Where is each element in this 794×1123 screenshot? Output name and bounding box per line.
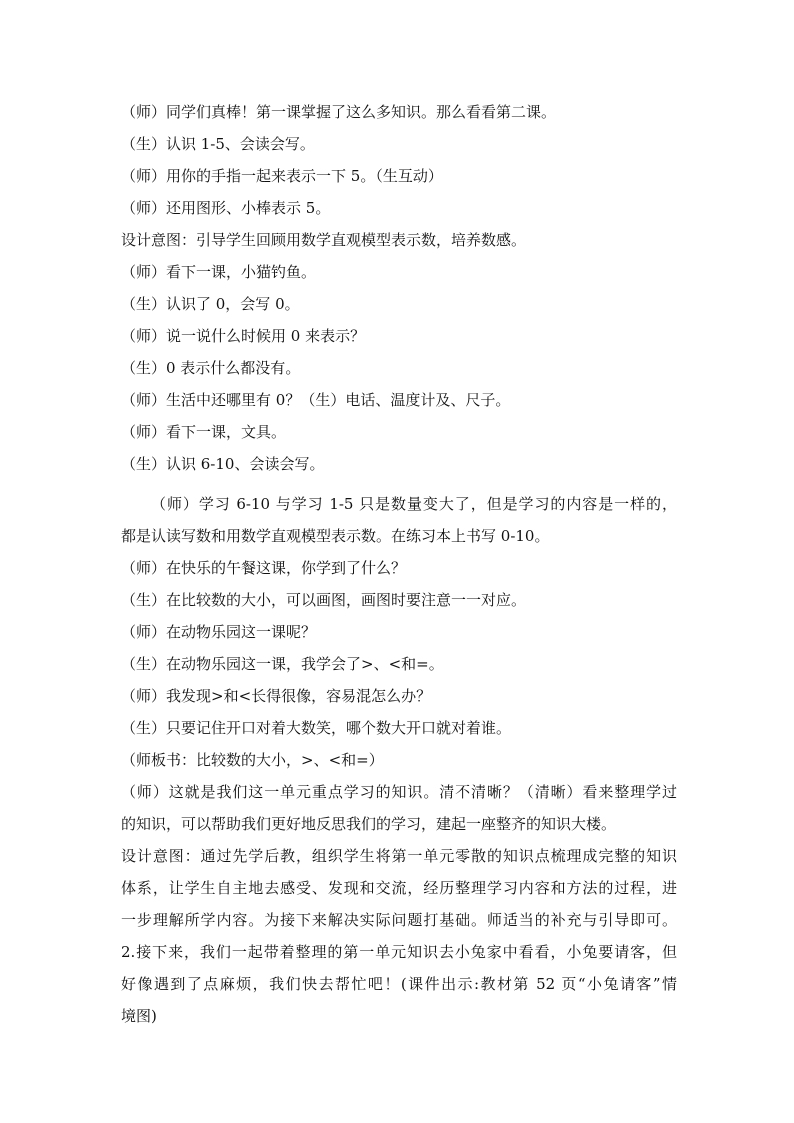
paragraph-line-14: 都是认读写数和用数学直观模型表示数。在练习本上书写 0-10。 — [121, 527, 550, 545]
design-intent-line-4: 一步理解所学内容。为接下来解决实际问题打基础。师适当的补充与引导即可。 — [121, 911, 677, 929]
blackboard-note: （师板书：比较数的大小，>、<和=） — [121, 751, 384, 769]
paragraph-line-22: （师）这就是我们这一单元重点学习的知识。清不清晰？（清晰）看来整理学过 — [121, 783, 677, 801]
design-intent-line-2: 设计意图：通过先学后教，组织学生将第一单元零散的知识点梳理成完整的知识 — [121, 847, 677, 865]
paragraph-line-1: （师）同学们真棒！第一课掌握了这么多知识。那么看看第二课。 — [121, 103, 557, 121]
paragraph-line-3: （师）用你的手指一起来表示一下 5。（生互动） — [121, 167, 443, 185]
design-intent-line-1: 设计意图：引导学生回顾用数学直观模型表示数，培养数感。 — [121, 231, 527, 249]
paragraph-line-18: （生）在动物乐园这一课，我学会了>、<和=。 — [121, 655, 444, 673]
step-2-line-1: 2.接下来，我们一起带着整理的第一单元知识去小兔家中看看，小兔要请客，但 — [121, 943, 677, 961]
paragraph-line-10: （师）生活中还哪里有 0？（生）电话、温度计及、尺子。 — [121, 391, 511, 409]
paragraph-line-6: （师）看下一课，小猫钓鱼。 — [121, 263, 317, 281]
paragraph-line-20: （生）只要记住开口对着大数笑，哪个数大开口就对着谁。 — [121, 719, 512, 737]
paragraph-line-9: （生）0 表示什么都没有。 — [121, 359, 301, 377]
paragraph-line-11: （师）看下一课，文具。 — [121, 423, 287, 441]
paragraph-line-17: （师）在动物乐园这一课呢？ — [121, 623, 317, 641]
paragraph-line-8: （师）说一说什么时候用 0 来表示？ — [121, 327, 366, 345]
step-2-line-3: 境图) — [121, 1007, 157, 1025]
paragraph-line-4: （师）还用图形、小棒表示 5。 — [121, 199, 331, 217]
paragraph-line-16: （生）在比较数的大小，可以画图，画图时要注意一一对应。 — [121, 591, 527, 609]
paragraph-line-7: （生）认识了 0，会写 0。 — [121, 295, 300, 313]
paragraph-line-13: （师）学习 6-10 与学习 1-5 只是数量变大了，但是学习的内容是一样的， — [151, 495, 677, 513]
paragraph-line-15: （师）在快乐的午餐这课，你学到了什么？ — [121, 559, 407, 577]
paragraph-line-12: （生）认识 6-10、会读会写。 — [121, 455, 325, 473]
paragraph-line-23: 的知识，可以帮助我们更好地反思我们的学习，建起一座整齐的知识大楼。 — [121, 815, 617, 833]
design-intent-line-3: 体系，让学生自主地去感受、发现和交流，经历整理学习内容和方法的过程，进 — [121, 879, 677, 897]
paragraph-line-19: （师）我发现>和<长得很像，容易混怎么办？ — [121, 687, 432, 705]
step-2-line-2: 好像遇到了点麻烦，我们快去帮忙吧！(课件出示:教材第 52 页“小兔请客”情 — [121, 975, 677, 993]
paragraph-line-2: （生）认识 1-5、会读会写。 — [121, 135, 315, 153]
